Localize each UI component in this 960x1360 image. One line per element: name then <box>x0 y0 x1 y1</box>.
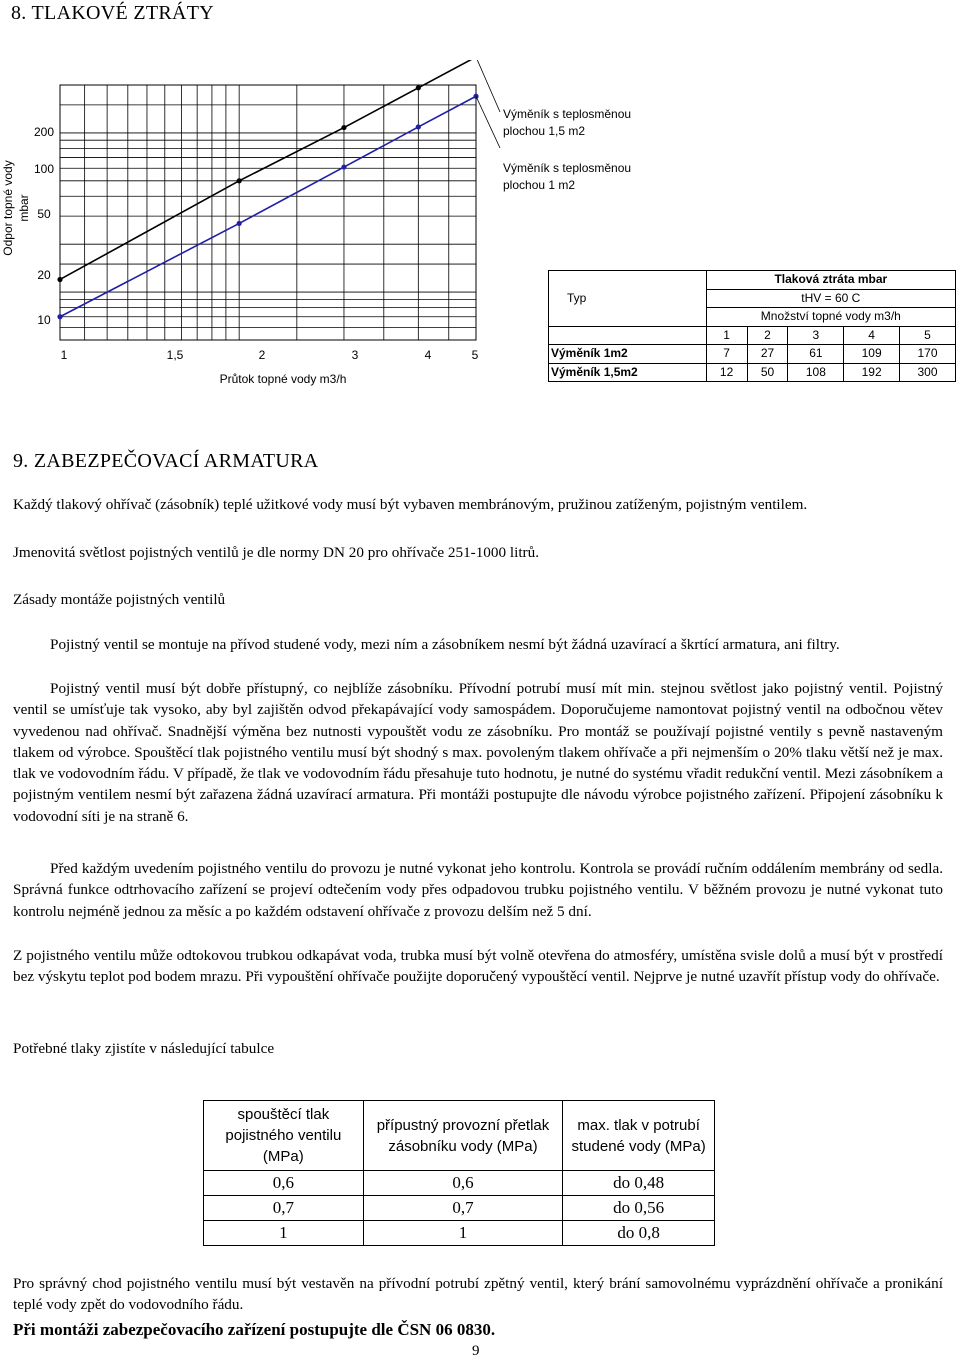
table-cell: 0,7 <box>204 1196 364 1221</box>
loss-header: Tlaková ztráta mbar <box>706 271 955 290</box>
table-header: spouštěcí tlak pojistného ventilu (MPa) <box>204 1101 364 1171</box>
table-cell: 1 <box>204 1221 364 1246</box>
x-tick-label: 4 <box>424 348 432 362</box>
x-tick-label: 2 <box>258 348 266 362</box>
y-tick-label: 20 <box>37 268 51 282</box>
paragraph-installation: Pojistný ventil se montuje na přívod studené vody, mezi ním a zásobníkem nesmí být žádná uzavírací a škrtící armatura, ani filtry. <box>50 636 840 653</box>
page-number: 9 <box>472 1343 480 1359</box>
flow-header: Množství topné vody m3/h <box>706 308 955 327</box>
paragraph-valve-requirement: Každý tlakový ohřívač (zásobník) teplé užitkové vody musí být vybaven membránovým, pružinou zatíženým, pojistným ventilem. <box>13 496 808 513</box>
section-8-heading: 8. TLAKOVÉ ZTRÁTY <box>11 2 215 24</box>
data-point <box>237 178 242 183</box>
row-label: Výměník 1,5m2 <box>549 363 707 382</box>
data-point <box>341 125 346 130</box>
y-tick-label: 200 <box>33 125 55 139</box>
table-header: přípustný provozní přetlak zásobníku vody (MPa) <box>363 1101 563 1171</box>
paragraph-drain: Z pojistného ventilu může odtokovou trubkou odkapávat voda, trubka musí být volně otevřena do atmosféry, umístěna svisle dolů a musí být v prostředí bez výskytu teplot pod bodem mrazu. Při vypouštění ohřívače použijte doporučený vypouštěcí ventil. Nejprve je nutné uzavřít přístup vody do ohřívače. <box>13 947 943 986</box>
table-cell: 109 <box>844 345 900 364</box>
table-cell: 61 <box>788 345 844 364</box>
x-tick-label: 3 <box>351 348 359 362</box>
table-cell: 50 <box>747 363 788 382</box>
data-point <box>237 221 242 226</box>
legend-label: Výměník s teplosměnou <box>503 161 632 175</box>
y-axis-label-line1: Odpor topné vody <box>1 160 15 256</box>
chart-series <box>57 60 478 319</box>
y-tick-label: 100 <box>33 162 55 176</box>
legend-label: Výměník s teplosměnou <box>503 107 632 121</box>
typ-header: Typ <box>549 271 707 327</box>
table-header: max. tlak v potrubí studené vody (MPa) <box>563 1101 715 1171</box>
flow-col: 1 <box>706 326 747 345</box>
x-tick-label: 5 <box>471 348 479 362</box>
x-tick-label: 1,5 <box>166 348 184 362</box>
data-point <box>57 277 62 282</box>
flow-col: 3 <box>788 326 844 345</box>
data-point <box>341 164 346 169</box>
series-line <box>60 96 476 317</box>
legend-label: plochou 1,5 m2 <box>503 124 586 138</box>
y-axis-label-line2: mbar <box>17 194 31 222</box>
table-cell: 108 <box>788 363 844 382</box>
flow-col: 2 <box>747 326 788 345</box>
paragraph-check-valve: Pro správný chod pojistného ventilu musí být vestavěn na přívodní potrubí zpětný ventil, který brání samovolnému vyprázdnění ohřívače a pronikání teplé vody zpět do vodovodního řádu. <box>13 1275 943 1314</box>
table-cell: do 0,56 <box>563 1196 715 1221</box>
table-cell: 0,6 <box>204 1171 364 1196</box>
legend-label: plochou 1 m2 <box>503 178 576 192</box>
chart-tick-labels <box>34 125 479 362</box>
final-note: Při montáži zabezpečovacího zařízení postupujte dle ČSN 06 0830. <box>13 1320 496 1339</box>
temperature-header: tHV = 60 C <box>706 289 955 308</box>
table-cell: 27 <box>747 345 788 364</box>
table-cell: 7 <box>706 345 747 364</box>
y-tick-label: 10 <box>37 313 51 327</box>
y-tick-label: 50 <box>37 207 51 221</box>
table-cell: 0,6 <box>363 1171 563 1196</box>
paragraph-inspection: Před každým uvedením pojistného ventilu do provozu je nutné vykonat jeho kontrolu. Kontrola se provádí ručním oddálením membrány od sedla. Správná funkce odtrhovacího zařízení se projeví odtečením vody přes odpadovou trubku pojistného ventilu. V běžném provozu je nutné vykonat tuto kontrolu nejméně jednou za měsíc a po každém odstavení ohřívače z provozu delším než 5 dní. <box>13 860 943 920</box>
flow-col: 5 <box>900 326 956 345</box>
chart-grid <box>60 85 476 340</box>
x-axis-label: Průtok topné vody m3/h <box>219 372 347 386</box>
paragraph-accessibility: Pojistný ventil musí být dobře přístupný, co nejblíže zásobníku. Přívodní potrubí musí mít min. stejnou světlost jako pojistný ventil. Pojistný ventil se umísťuje tak vysoko, aby byl zajištěn odvod překapávající vody samospádem. Doporučujeme namontovat pojistný ventil na odbočnou větev vyvedenou nad ohřívač. Snadnější výměna bez nutnosti vypouštět vodu ze zásobníku. Pro montáž se používají pojistné ventily s pevně nastaveným tlakem od výrobce. Spouštěcí tlak pojistného ventilu musí být shodný s max. povoleným tlakem ohřívače a při nejmenším o 20% tlaku větší než je max. tlak ve vodovodním řádu. V případě, že tlak ve vodovodním řádu přesahuje tuto hodnotu, je nutné do systému vřadit redukční ventil. Mezi zásobníkem a pojistným ventilem nesmí být zařazena žádná uzavírací armatura. Při montáži postupujte dle návodu výrobce pojistného zařízení. Připojení zásobníku k vodovodní síti je na straně 6. <box>13 680 943 825</box>
empty-cell <box>549 326 707 345</box>
table-cell: 12 <box>706 363 747 382</box>
flow-col: 4 <box>844 326 900 345</box>
series-line <box>60 60 476 279</box>
subsection-title: Zásady montáže pojistných ventilů <box>13 591 226 608</box>
table-cell: 0,7 <box>363 1196 563 1221</box>
data-point <box>416 85 421 90</box>
table-cell: 170 <box>900 345 956 364</box>
paragraph-nominal-size: Jmenovitá světlost pojistných ventilů je dle normy DN 20 pro ohřívače 251-1000 litrů. <box>13 544 539 561</box>
series-2 <box>57 94 478 320</box>
table-cell: do 0,48 <box>563 1171 715 1196</box>
data-point <box>57 314 62 319</box>
data-point <box>416 124 421 129</box>
pressure-table <box>203 1100 715 1246</box>
plot-frame <box>60 85 476 340</box>
table-cell: 192 <box>844 363 900 382</box>
paragraph-table-intro: Potřebné tlaky zjistíte v následující tabulce <box>13 1040 275 1057</box>
row-label: Výměník 1m2 <box>549 345 707 364</box>
table-cell: do 0,8 <box>563 1221 715 1246</box>
pressure-loss-table <box>548 270 956 382</box>
chart-legend <box>476 60 631 192</box>
table-cell: 1 <box>363 1221 563 1246</box>
series-1 <box>57 60 478 282</box>
x-tick-label: 1 <box>60 348 68 362</box>
table-cell: 300 <box>900 363 956 382</box>
section-9-heading: 9. ZABEZPEČOVACÍ ARMATURA <box>13 450 319 472</box>
